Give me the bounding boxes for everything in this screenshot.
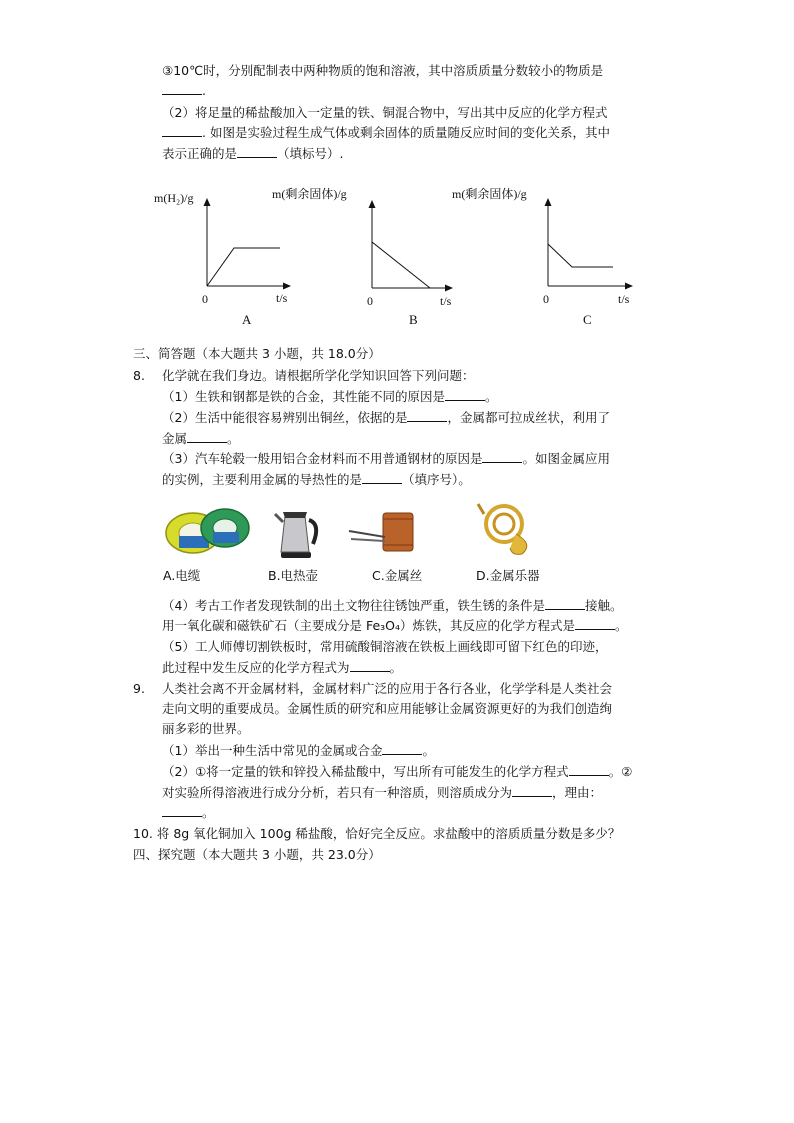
graph-c-origin: 0 [543,292,549,306]
answer-blank[interactable] [162,124,202,137]
q9-stem-2: 走向文明的重要成员。金属性质的研究和应用能够让金属资源更好的为我们创造绚 [162,701,613,716]
q-line-4: 表示正确的是 （填标号）. [162,146,344,161]
metal-instrument-image [476,498,538,558]
graph-b-caption: B [409,312,418,327]
q8-part1: （1）生铁和钢都是铁的合金，其性能不同的原因是 。 [162,389,498,404]
q9-part2: （2）①将一定量的铁和锌投入稀盐酸中，写出所有可能发生的化学方程式 。② [162,764,633,779]
q9-stem-3: 丽多彩的世界。 [162,721,250,736]
graph-c-xlabel: t/s [618,292,630,306]
q8-part4: （4）考古工作者发现铁制的出土文物往往锈蚀严重，铁生锈的条件是 接触。 [162,598,623,613]
graph-a-ylabel: m(H₂)/g [154,191,194,205]
q8-part5: （5）工人师傅切割铁板时，常用硫酸铜溶液在铁板上画线即可留下红色的印迹， [162,639,608,654]
q8-stem: 化学就在我们身边。请根据所学化学知识回答下列问题： [162,368,475,383]
q8-part3-cont: 的实例，主要利用金属的导热性的是 （填序号）。 [162,472,471,487]
answer-blank[interactable] [350,659,390,672]
graph-b-origin: 0 [367,294,373,308]
graph-b-curve [372,242,430,288]
answer-blank[interactable] [482,450,522,463]
graph-c-curve [548,244,613,267]
q-line-3: . 如图是实验过程生成气体或剩余固体的质量随反应时间的变化关系，其中 [162,124,610,142]
cable-image [163,500,253,560]
image-d-label: D.金属乐器 [476,568,540,583]
graph-a-origin: 0 [202,292,208,306]
kettle-image [273,500,323,562]
q9-stem-1: 人类社会离不开金属材料，金属材料广泛的应用于各行各业，化学学科是人类社会 [162,681,613,696]
answer-blank[interactable] [362,471,402,484]
q9-part1: （1）举出一种生活中常见的金属或合金 。 [162,743,435,758]
q8-number: 8. [133,368,145,383]
answer-blank[interactable] [407,409,447,422]
graph-b-xlabel: t/s [440,294,452,308]
q8-part3: （3）汽车轮毂一般用铝合金材料而不用普通钢材的原因是 。如图金属应用 [162,451,610,466]
graph-a-caption: A [242,312,252,327]
q10: 10. 将 8g 氧化铜加入 100g 稀盐酸，恰好完全反应。求盐酸中的溶质质量分数是多少？ [133,826,621,841]
q8-part4-cont: 用一氧化碳和磁铁矿石（主要成分是 Fe₃O₄）炼铁，其反应的化学方程式是 。 [162,618,628,633]
answer-blank[interactable] [512,784,552,797]
answer-blank[interactable] [382,742,422,755]
answer-blank[interactable] [162,82,202,95]
graph-c-caption: C [583,312,592,327]
graph-a-xlabel: t/s [276,291,288,305]
image-c-label: C.金属丝 [372,568,423,583]
section-4-heading: 四、探究题（本大题共 3 小题，共 23.0分） [133,847,381,862]
q8-part5-cont: 此过程中发生反应的化学方程式为 。 [162,660,403,675]
answer-blank[interactable] [445,388,485,401]
q-line-2: （2）将足量的稀盐酸加入一定量的铁、铜混合物中，写出其中反应的化学方程式 [162,105,608,120]
answer-blank[interactable] [237,145,277,158]
q9-part2-end: 。 [162,804,215,822]
metal-wire-image [347,505,417,560]
graph-b [270,182,460,312]
q-line-1: ③10℃时，分别配制表中两种物质的饱和溶液，其中溶质质量分数较小的物质是 [162,63,604,78]
answer-blank[interactable] [545,597,585,610]
section-3-heading: 三、简答题（本大题共 3 小题，共 18.0分） [133,346,381,361]
answer-blank[interactable] [162,804,202,817]
answer-blank[interactable] [575,617,615,630]
image-b-label: B.电热壶 [268,568,319,583]
graph-c [450,182,640,312]
graph-b-ylabel: m(剩余固体)/g [272,187,347,201]
q9-part2-cont: 对实验所得溶液进行成分分析，若只有一种溶质，则溶质成分为 ，理由： [162,785,603,800]
graph-c-ylabel: m(剩余固体)/g [452,187,527,201]
answer-blank[interactable] [187,430,227,443]
q-line-1-blank: . [162,82,206,100]
answer-blank[interactable] [569,763,609,776]
q9-number: 9. [133,681,145,696]
q8-part2: （2）生活中能很容易辨别出铜丝，依据的是 ，金属都可拉成丝状，利用了 [162,410,610,425]
q8-part2-cont: 金属 。 [162,431,240,446]
image-a-label: A.电缆 [163,568,201,583]
